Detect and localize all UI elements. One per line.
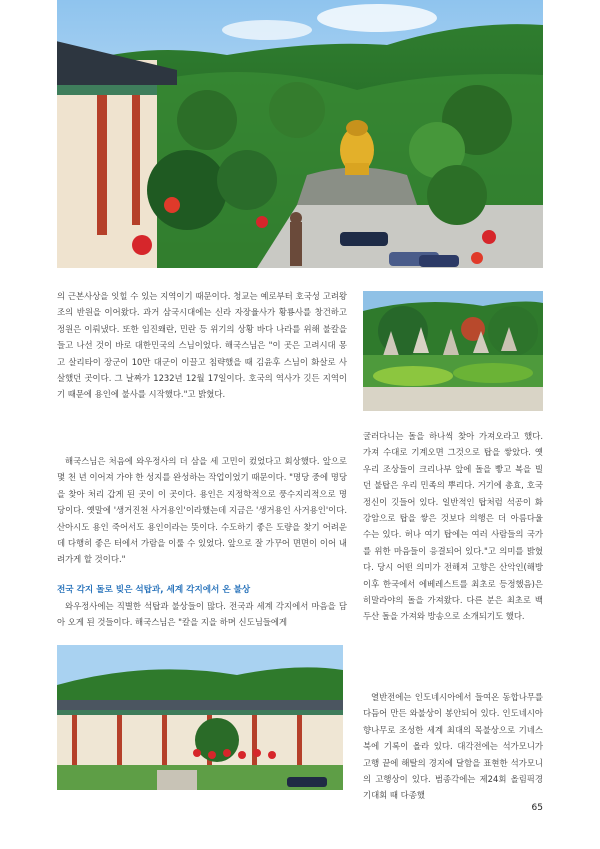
paragraph-block-5 — [363, 689, 543, 804]
hero-photo-temple-golden-buddha — [57, 0, 543, 268]
paragraph-5: 열반전에는 인도네시아에서 들여온 동합나무를 다듬어 만든 와불상이 봉안되어 있다. 인도네시아 향나무로 조성한 세계 최대의 목불상으로 기네스북에 기록이 올라 있다. 대각전에는 석가모니가 고행 끝에 해탈의 경지에 달함을 표현한 석가모니의 고행상이 있다. 범종각에는 제24회 올림픽경기대회 때 다종했 — [363, 692, 543, 801]
paragraph-3: 와우정사에는 직별한 석탑과 불상들이 많다. 전국과 세계 각지에서 마음을 담아 오게 된 것들이다. 해국스님은 "칼을 지을 하며 신도님들에게 — [57, 601, 347, 628]
paragraph-intro — [57, 288, 347, 403]
paragraph-2: 해국스님은 처음에 와우정사의 더 삼을 세 고민이 컸었다고 회상했다. 앞으로 몇 천 년 이어져 가야 한 성지를 완성하는 작업이었기 때문이다. "명당 중에 명당을 찾아 처리 갑게 된 곳이 이 곳이다. 용인은 지정학적으로 풍수지리적으로 명당이다. 옛말에 '생거진천 사거용인'이라했는데 지금은 '생거용인 사거용인'이다. 산아시도 용인 죽어서도 용인이라는 뜻이다. 수도하기 좋은 도량을 찾기 어려운데 다행히 좋은 터에서 가람을 이룰 수 있었다. 앞으로 잘 가꾸어 면면이 이어 내려가게 할 것이다." — [57, 456, 347, 565]
paragraph-block-2 — [57, 453, 347, 568]
paragraph-1: 의 근본사상을 잇힐 수 있는 지역이기 때문이다. 청교는 예로부터 호국성 고려왕조의 반원을 이어왔다. 과거 삼국시대에는 신라 자장율사가 황룡사를 창건하고 정원은 이뤄냈다. 또한 임진왜란, 민란 등 위기의 상황 바다 나라를 위해 불칼을 들고 나선 것이 바로 대한민국의 스님이었다. 해국스님은 "이 곳은 고려시대 몽고 살리타이 장군이 10만 대군이 이끌고 침략했을 때 김윤후 스님이 화살로 사살했던 곳이다. 그 날짜가 1232년 12월 17일이다. 호국의 역사가 깃든 지역이기 때문에 용인에 불사를 시작했다."고 밝혔다. — [57, 291, 347, 400]
paragraph-4: 굴러다니는 돌을 하나씩 찾아 가져오라고 했다. 가져 수대로 기계오면 그것으로 탑을 쌓았다. 옛 우리 조상들이 크리나부 앞에 돌을 빻고 복을 빌던 불탑은 우리 민족의 뿌리다. 거기에 총효, 호국정신이 깃들어 있다. 일반적인 탑처럼 석공이 화강암으로 탑을 쌓은 것보다 의행은 더 아름다울 수는 있다. 허나 여기 탑에는 여러 사람들의 국가를 위한 마음들이 응결되어 있다."고 의미를 밝혔다. 당시 어떤 의미가 전해져 고향은 산악인(해방 이후 한국에서 에베레스트를 최초로 등정했음)은 히말라야의 돌을 가져왔다. 다른 분은 최초로 백두산 돌을 가져와 방송으로 소개되기도 했다. — [363, 431, 543, 622]
photo-stone-pagodas — [363, 291, 543, 411]
photo-temple-hall — [57, 645, 343, 790]
section-subheading: 전국 각지 돌로 빚은 석탑과, 세계 각지에서 온 불상 — [57, 585, 251, 595]
page-number: 65 — [531, 803, 543, 813]
paragraph-block-4 — [363, 428, 543, 625]
paragraph-block-3 — [57, 598, 347, 631]
